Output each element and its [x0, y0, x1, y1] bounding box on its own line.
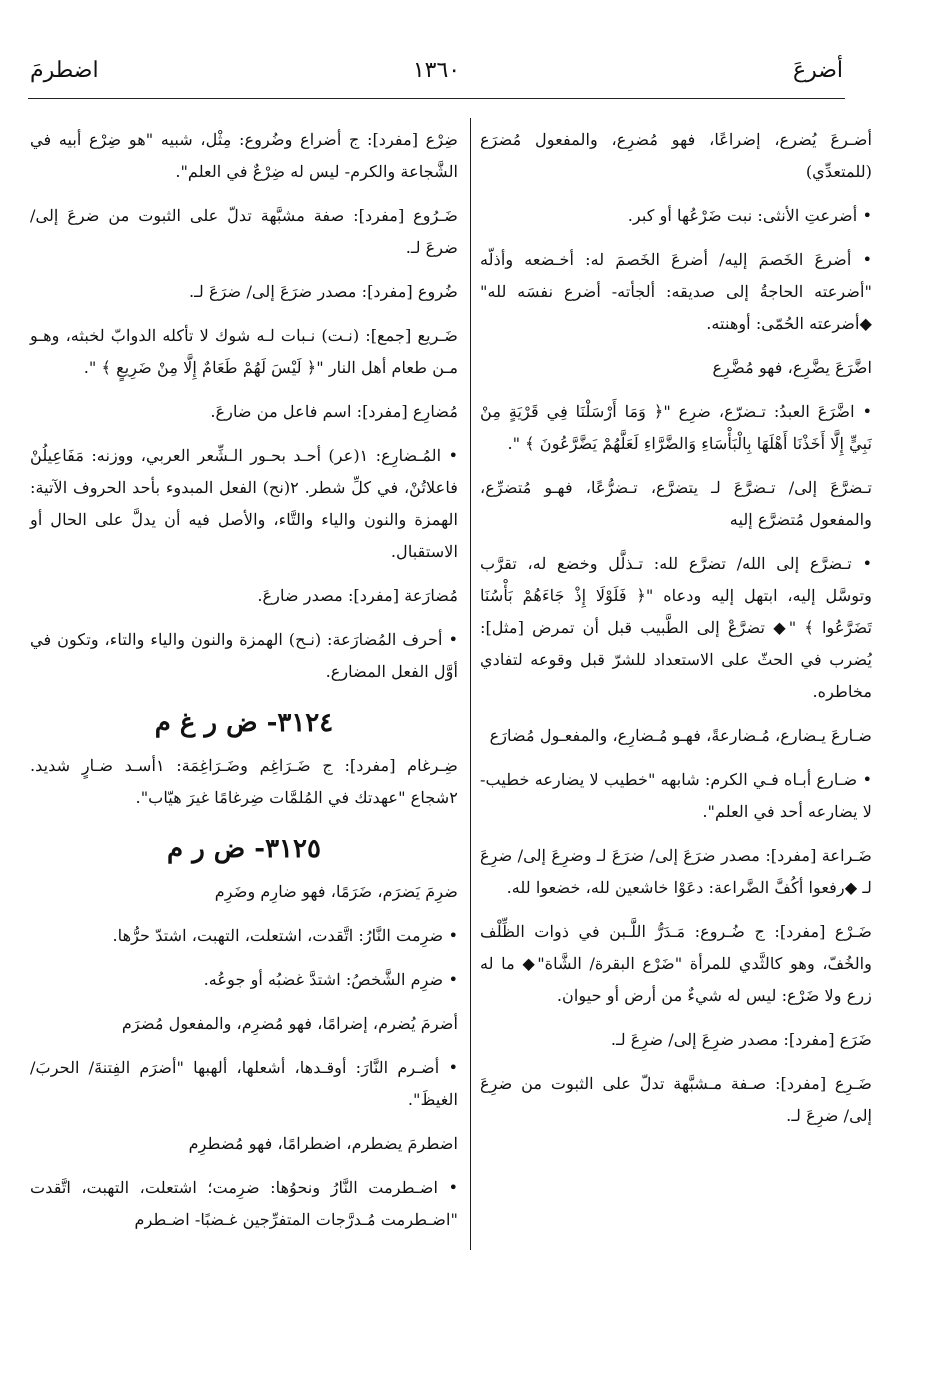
- entry: ضَـرِع [مفرد]: صـفة مـشبَّهة تدلّ على الثبوت من ضرِعَ إلى/ ضرِعَ لـ.: [480, 1074, 872, 1125]
- entry: ضِـرغام [مفرد]: ج ضَـرَاغِم وضَـرَاغِمَة: ١أسـد ضـارٍ شديد. ٢شجاع "عهدتك في المُلمَّات ضِرغامًا غيرَ هيّاب".: [30, 756, 458, 807]
- entry: • أضـرم النَّارَ: أوقـدها، أشعلها، ألهبها "أضرَم الفِتنةَ/ الحربَ/ الغيظَ".: [30, 1058, 458, 1109]
- entry: تـضرَّعَ إلى/ تـضرَّعَ لـ يتضرَّع، تـضرُّعًا، فهـو مُتضرِّع، والمفعول مُتضرَّع إليه: [480, 478, 872, 529]
- entry: ضَـرْع [مفرد]: ج ضُـروع: مَـدَرُّ اللَّـبن في ذوات الظِّلْف والخُفّ، وهو كالثَّدي للمرأة "ضَرْع البقرة/ الشَّاة"◆ ما له زرع ولا ضَرْع: ليس له شيءٌ من أرض أو حيوان.: [480, 922, 872, 1005]
- entry: • المُـضارِع: ١(عر) أحـد بحـور الـشِّعر العربي، ووزنه: مَفَاعِيلُنْ فاعلاتُنْ، في كلِّ شطر. ٢(نح) الفعل المبدوء بأحد الحروف الآتية: الهمزة والنون والياء والتَّاء، والأصل فيه أن يدلَّ على الحال أو الاستقبال.: [30, 446, 458, 561]
- entry: • اضـطرمت النَّارُ ونحوُها: ضرِمت؛ اشتعلت، التهبت، اتَّقدت "اضـطرمت مُـدرَّجات المتفرِّجين غـضبًا- اضـطرم: [30, 1178, 458, 1229]
- entry: ضرِمَ يَضرَم، ضَرَمًا، فهو ضارِم وضَرِم: [214, 882, 458, 901]
- entry: مُضارِع [مفرد]: اسم فاعل من ضارعَ.: [210, 402, 458, 421]
- left-column: [30, 124, 458, 1248]
- entry: • أضرعتِ الأنثى: نبت ضَرْعُها أو كبر.: [627, 206, 872, 225]
- entry: • أضرعَ الخَصمَ إليه/ أضرعَ الخَصمَ له: أخـضعه وأذلّه "أضرعته الحاجةُ إلى صديقه: ألجأته- أضرع نفسَه لله" ◆أضرعته الحُمّى: أوهنته.: [480, 250, 872, 333]
- entry: أضرمَ يُضرم، إضرامًا، فهو مُضرِم، والمفعول مُضرَم: [121, 1014, 458, 1033]
- entry: ضَـرُوع [مفرد]: صفة مشبَّهة تدلّ على الثبوت من ضرعَ إلى/ ضرعَ لـ.: [30, 206, 458, 257]
- entry: ضَرَع [مفرد]: مصدر ضرِعَ إلى/ ضرِعَ لـ.: [610, 1030, 872, 1049]
- header-right-word: أضرعَ: [792, 58, 843, 83]
- entry: ضَـراعة [مفرد]: مصدر ضرَعَ إلى/ ضرَعَ لـ وضرِعَ إلى/ ضرِعَ لـ ◆رفعوا أكُفَّ الضَّراعة: دعَوْا خاشعين لله، خضعوا لله.: [480, 846, 872, 897]
- entry: • أحرف المُضارَعة: (نـح) الهمزة والنون والياء والتاء، وتكون في أوَّل الفعل المضارع.: [30, 630, 458, 681]
- entry: • ضرِم الشَّخصُ: اشتدَّ غضبُه أو جوعُه.: [203, 970, 458, 989]
- entry: • ضرِمت النَّارُ: اتَّقدت، اشتعلت، التهبت، اشتدّ حرُّها.: [112, 926, 458, 945]
- entry: ضِرْع [مفرد]: ج أضراع وضُروع: مِثْل، شبيه "هو ضِرْع أبيه في الشَّجاعة والكرم- ليس له ضِرْعٌ في العلم".: [30, 130, 458, 181]
- entry: ضُروع [مفرد]: مصدر ضرَعَ إلى/ ضرَعَ لـ.: [189, 282, 458, 301]
- entry: مُضارَعة [مفرد]: مصدر ضارعَ.: [257, 586, 458, 605]
- entry: ضَـريع [جمع]: (نـت) نـبات لـه شوك لا تأكله الدوابّ لخبثه، وهـو مـن طعام أهل النار "﴿ لَيْسَ لَهُمْ طَعَامٌ إِلَّا مِنْ ضَرِيعٍ ﴾ ".: [30, 326, 458, 377]
- page-number: ١٣٦٠: [412, 58, 461, 83]
- entry: • تـضرَّع إلى الله/ تضرَّع لله: تـذلَّل وخضع له، تقرَّب وتوسَّل إليه، ابتهل إليه ودعاه "﴿ فَلَوْلَا إِذْ جَاءَهُمْ بَأْسُنَا تَضَرَّعُوا ﴾ "◆ تضرَّعْ إلى الطَّبيب قبل أن تمرض [مثل]: يُضرب في الحثّ على الاستعداد للشرّ قبل وقوعه لتفادي مخاطره.: [480, 554, 872, 701]
- root-heading-3124: ٣١٢٤- ض ر غ م: [154, 708, 334, 738]
- entry: اضطرمَ يضطرم، اضطرامًا، فهو مُضطرِم: [188, 1134, 458, 1153]
- entry: ضـارعَ يـضارع، مُـضارعةً، فهـو مُـضارِع، والمفعـول مُضارَع: [489, 726, 872, 745]
- entry: • ضـارع أبـاه فـي الكرم: شابهه "خطيب لا يضارعه خطيب- لا يضارعه أحد في العلم".: [480, 770, 872, 821]
- right-column: [480, 124, 872, 1144]
- header-left-word: اضطرمَ: [30, 58, 99, 83]
- entry: • اضَّرَعَ العبدُ: تـضرّع، ضرِع "﴿ وَمَا أَرْسَلْنَا فِي قَرْيَةٍ مِنْ نَبِيٍّ إِلَّا أَخَذْنَا أَهْلَهَا بِالْبَأْسَاءِ وَالضَّرَّاءِ لَعَلَّهُمْ يَضَّرَّعُونَ ﴾ ".: [480, 402, 872, 453]
- entry: اضَّرَعَ يضَّرِع، فهو مُضَّرِع: [712, 358, 872, 377]
- entry: أضـرعَ يُضرع، إضراعًا، فهو مُضرِع، والمفعول مُضرَع (للمتعدِّي): [480, 130, 872, 181]
- column-separator: [470, 118, 471, 1250]
- page-header: [30, 58, 843, 92]
- root-heading-3125: ٣١٢٥- ض ر م: [167, 834, 321, 864]
- header-rule: [28, 98, 845, 99]
